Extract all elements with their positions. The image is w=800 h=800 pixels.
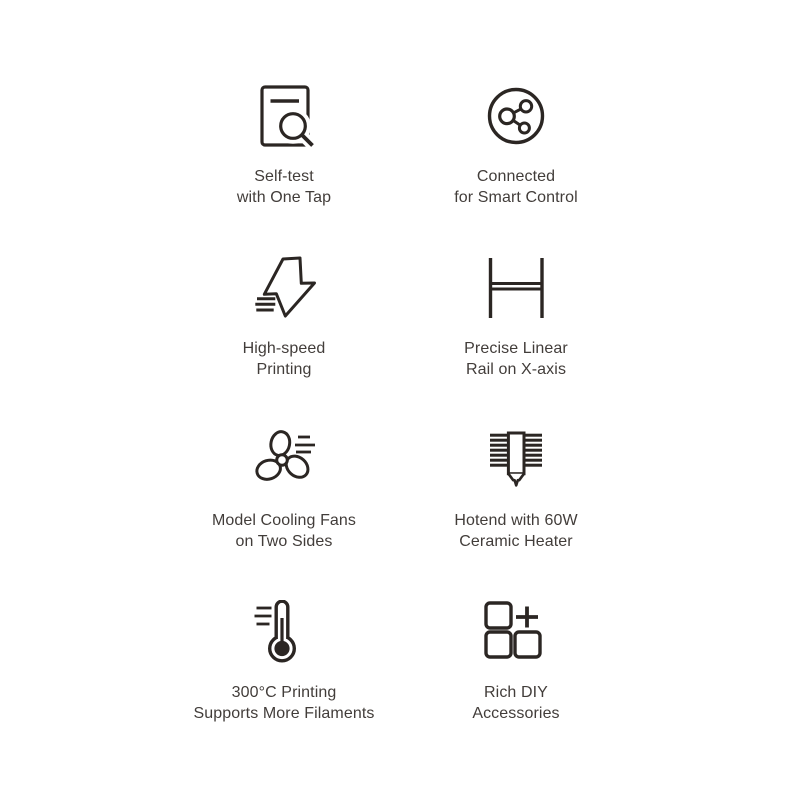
icon-box [252, 78, 316, 154]
feature-label [193, 683, 374, 724]
feature-label-line2: Ceramic Heater [459, 532, 573, 550]
icon-box [484, 422, 548, 498]
linear-rail-icon [484, 256, 548, 320]
self-test-icon [252, 84, 316, 148]
feature-card-linear-rail [400, 250, 632, 422]
feature-label-line1: Self-test [254, 168, 314, 185]
feature-label [243, 339, 326, 380]
feature-label [237, 167, 331, 208]
feature-label-line1: Hotend with 60W [454, 512, 578, 529]
high-speed-icon [252, 256, 316, 320]
cooling-fan-icon [252, 428, 316, 492]
icon-box [252, 250, 316, 326]
icon-box [252, 422, 316, 498]
feature-label-line1: Precise Linear [464, 340, 568, 357]
feature-label [212, 511, 356, 552]
feature-label [454, 511, 577, 552]
thermometer-icon [252, 600, 316, 664]
feature-label-line2: on Two Sides [235, 532, 333, 550]
feature-label-line2: with One Tap [236, 188, 332, 206]
feature-label-line1: Connected [476, 168, 556, 185]
feature-label-line1: Rich DIY [484, 684, 548, 701]
feature-card-thermometer [168, 594, 400, 766]
icon-box [484, 250, 548, 326]
feature-card-high-speed [168, 250, 400, 422]
icon-box [484, 594, 548, 670]
features-grid [168, 0, 632, 766]
feature-card-self-test [168, 78, 400, 250]
feature-label-line2: Printing [256, 360, 312, 378]
feature-label-line2: Accessories [472, 704, 560, 722]
smart-control-icon [484, 84, 548, 148]
feature-label-line1: High-speed [242, 340, 326, 357]
feature-label-line1: 300°C Printing [231, 684, 337, 701]
diy-accessories-icon [484, 600, 548, 664]
feature-label [472, 683, 559, 724]
feature-label-line2: Supports More Filaments [193, 704, 375, 722]
icon-box [252, 594, 316, 670]
feature-label [464, 339, 568, 380]
feature-card-diy-accessories [400, 594, 632, 766]
feature-card-cooling-fan [168, 422, 400, 594]
hotend-icon [484, 428, 548, 492]
icon-box [484, 78, 548, 154]
feature-label-line2: for Smart Control [454, 188, 578, 206]
feature-card-smart-control [400, 78, 632, 250]
feature-label-line2: Rail on X-axis [465, 360, 567, 378]
feature-label [454, 167, 578, 208]
feature-label-line1: Model Cooling Fans [211, 512, 357, 529]
feature-card-hotend [400, 422, 632, 594]
